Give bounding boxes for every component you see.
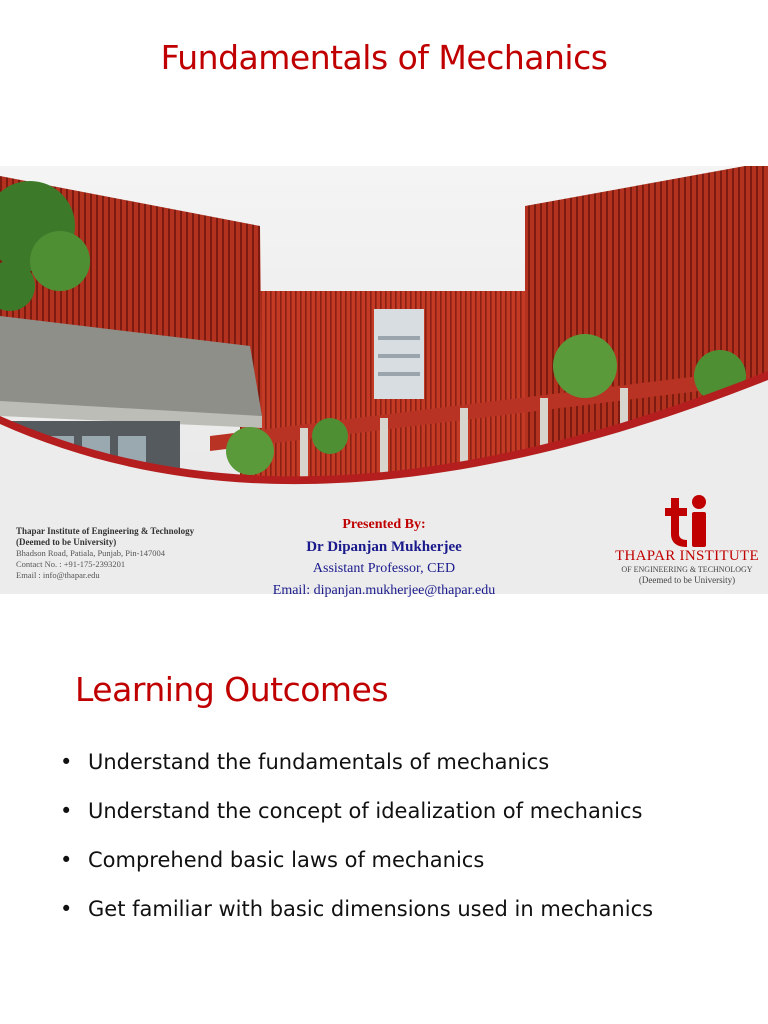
bullet-dot-icon: •: [60, 750, 73, 774]
logo-subtitle: OF ENGINEERING & TECHNOLOGY: [621, 565, 753, 574]
institute-address: Bhadson Road, Patiala, Punjab, Pin-147004: [16, 548, 165, 558]
list-item: [60, 799, 760, 848]
bullet-dot-icon: •: [60, 897, 73, 921]
presenter-block: [234, 514, 534, 602]
list-item: [60, 848, 760, 897]
institute-contact: Contact No. : +91-175-2393201: [16, 559, 126, 569]
presenter-name: Dr Dipanjan Mukherjee: [306, 539, 462, 555]
learning-outcomes-title: Learning Outcomes: [75, 670, 389, 709]
ti-logo-mark-icon: [657, 492, 717, 548]
institute-status: (Deemed to be University): [16, 537, 117, 547]
outcome-text: Get familiar with basic dimensions used in mechanics: [88, 897, 654, 921]
learning-outcomes-slide: [0, 600, 768, 1024]
list-item: [60, 897, 760, 946]
list-item: [60, 750, 760, 799]
outcome-text: Understand the fundamentals of mechanics: [88, 750, 550, 774]
outcome-text: Comprehend basic laws of mechanics: [88, 848, 485, 872]
outcomes-list: [60, 750, 760, 946]
outcome-text: Understand the concept of idealization of mechanics: [88, 799, 643, 823]
thapar-logo: [612, 492, 762, 586]
institute-email: Email : info@thapar.edu: [16, 570, 100, 580]
institute-name: Thapar Institute of Engineering & Technology: [16, 526, 195, 536]
presenter-role: Assistant Professor, CED: [312, 561, 456, 576]
slide-title: Fundamentals of Mechanics: [160, 38, 608, 77]
institute-address-block: [16, 526, 256, 581]
bullet-dot-icon: •: [60, 848, 73, 872]
logo-institute-name: THAPAR INSTITUTE: [615, 548, 759, 564]
logo-status: (Deemed to be University): [638, 575, 736, 585]
presenter-email: Email: dipanjan.mukherjee@thapar.edu: [272, 583, 496, 598]
bullet-dot-icon: •: [60, 799, 73, 823]
presented-by-label: Presented By:: [342, 517, 426, 532]
